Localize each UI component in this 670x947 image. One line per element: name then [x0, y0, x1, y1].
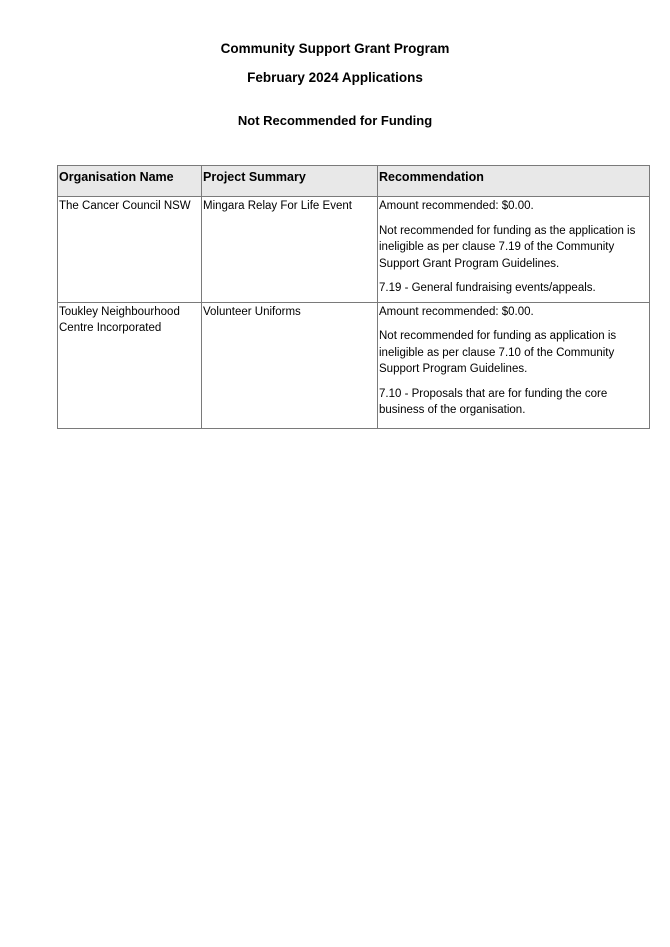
column-header-project: Project Summary: [202, 166, 378, 197]
document-subtitle: February 2024 Applications: [247, 70, 423, 85]
document-title: Community Support Grant Program: [220, 41, 450, 56]
project-cell: Mingara Relay For Life Event: [202, 197, 378, 303]
project-cell: Volunteer Uniforms: [202, 302, 378, 428]
recommendation-amount: Amount recommended: $0.00.: [379, 200, 534, 212]
column-header-recommendation: Recommendation: [378, 166, 650, 197]
table-row: [58, 197, 650, 303]
table-header-row: [58, 166, 650, 197]
table-row: [58, 302, 650, 428]
recommendation-cell: [378, 302, 650, 428]
recommendation-amount: Amount recommended: $0.00.: [379, 305, 534, 318]
column-header-organisation: Organisation Name: [58, 166, 202, 197]
applications-table: [57, 165, 650, 429]
recommendation-clause: 7.10 - Proposals that are for funding the core business of the organisation.: [379, 387, 608, 416]
organisation-cell: Toukley Neighbourhood Centre Incorporated: [58, 302, 202, 428]
recommendation-reason: Not recommended for funding as the application is ineligible as per clause 7.19 of the Community Support Grant Program Guidelines.: [379, 224, 636, 270]
recommendation-clause: 7.19 - General fundraising events/appeals.: [379, 282, 596, 294]
recommendation-cell: [378, 197, 650, 303]
section-heading: Not Recommended for Funding: [237, 113, 433, 128]
recommendation-reason: Not recommended for funding as application is ineligible as per clause 7.10 of the Community Support Program Guidelines.: [379, 330, 617, 375]
organisation-cell: The Cancer Council NSW: [58, 197, 202, 303]
